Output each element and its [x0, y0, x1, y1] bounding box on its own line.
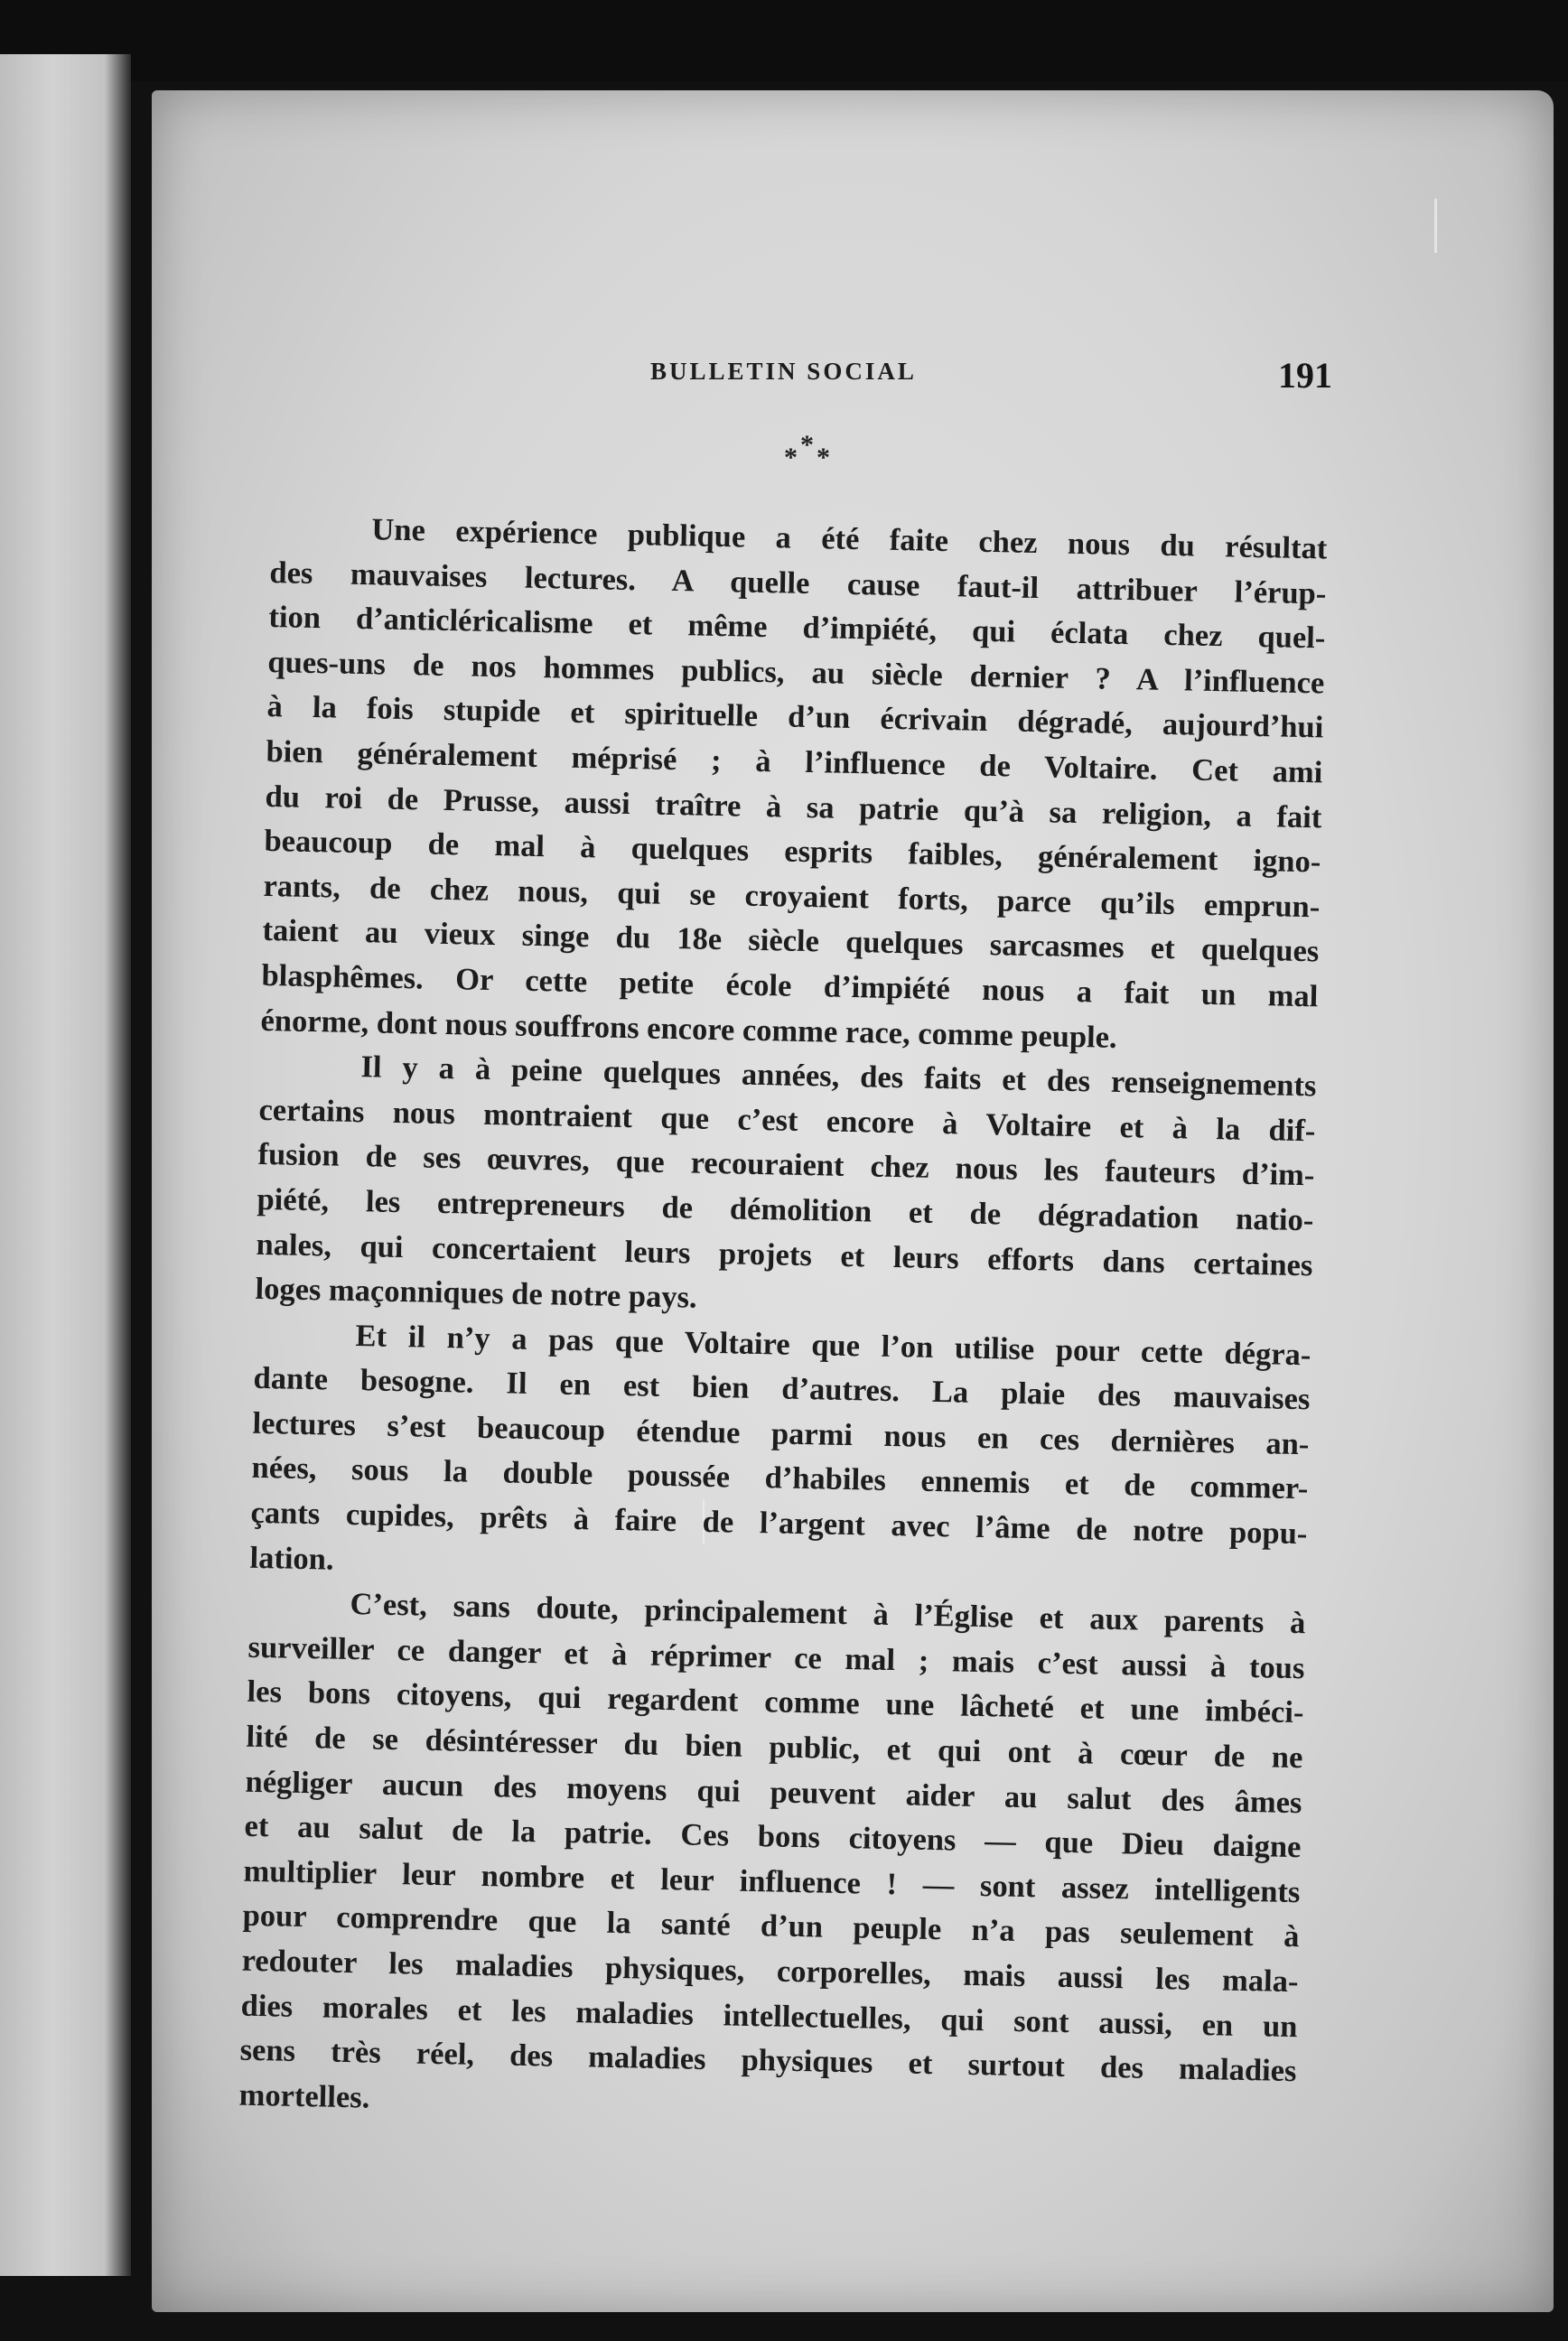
text-line: blasphêmes. Or cette petite école d’impiété nous a fait un mal: [261, 957, 1319, 1014]
text-line: dante besogne. Il en est bien d’autres. La plaie des mauvaises: [253, 1361, 1311, 1417]
text-line: dies morales et les maladies intellectuelles, qui sont aussi, en un: [240, 1988, 1298, 2044]
asterisk-glyph: *: [800, 430, 814, 460]
text-line: négliger aucun des moyens qui peuvent aider au salut des âmes: [245, 1764, 1302, 1820]
text-line: loges maçonniques de notre pays.: [255, 1271, 698, 1315]
running-head: BULLETIN SOCIAL: [650, 358, 917, 385]
text-line: taient au vieux singe du 18e siècle quelques sarcasmes et quelques: [262, 913, 1320, 969]
film-border: [0, 0, 1568, 81]
text-line: à la fois stupide et spirituelle d’un écrivain dégradé, aujourd’hui: [266, 689, 1324, 745]
text-line: redouter les maladies physiques, corporelles, mais aussi les mala-: [241, 1943, 1299, 2000]
text-line: Une expérience publique a été faite chez nous du résultat: [371, 512, 1328, 566]
text-line: des mauvaises lectures. A quelle cause faut-il attribuer l’érup-: [269, 555, 1327, 611]
text-line: piété, les entrepreneurs de démolition et de dégradation natio-: [257, 1181, 1314, 1238]
text-line: rants, de chez nous, qui se croyaient forts, parce qu’ils emprun-: [263, 868, 1321, 925]
text-line: ques-uns de nos hommes publics, au siècle dernier ? A l’influence: [267, 644, 1325, 701]
film-scratch: [1434, 199, 1437, 253]
asterism-separator: [784, 432, 838, 477]
text-line: surveiller ce danger et à réprimer ce mal ; mais c’est aussi à tous: [247, 1629, 1305, 1686]
text-line: bien généralement méprisé ; à l’influence de Voltaire. Cet ami: [266, 733, 1323, 790]
text-line: lité de se désintéresser du bien public, et qui ont à cœur de ne: [246, 1719, 1303, 1776]
text-line: fusion de ses œuvres, que recouraient chez nous les fauteurs d’im-: [257, 1137, 1315, 1193]
text-line: les bons citoyens, qui regardent comme une lâcheté et une imbéci-: [247, 1674, 1304, 1730]
text-line: çants cupides, prêts à faire de l’argent avec l’âme de notre popu-: [250, 1495, 1308, 1552]
text-line: multiplier leur nombre et leur influence ! — sont assez intelligents: [243, 1853, 1301, 1909]
text-line: lectures s’est beaucoup étendue parmi nous en ces dernières an-: [252, 1405, 1310, 1462]
text-line: certains nous montraient que c’est encore à Voltaire et à la dif-: [258, 1092, 1316, 1149]
text-line: nées, sous la double poussée d’habiles ennemis et de commer-: [251, 1450, 1309, 1506]
body-text: [238, 506, 1328, 2139]
text-line: Il y a à peine quelques années, des faits et des renseignements: [360, 1049, 1317, 1104]
text-line: nales, qui concertaient leurs projets et leurs efforts dans certaines: [256, 1226, 1313, 1282]
page-number: 191: [1278, 355, 1332, 396]
text-line: énorme, dont nous souffrons encore comme race, comme peuple.: [260, 1003, 1118, 1055]
text-line: lation.: [249, 1540, 334, 1577]
text-line: et au salut de la patrie. Ces bons citoyens — que Dieu daigne: [244, 1808, 1302, 1865]
text-line: pour comprendre que la santé d’un peuple n’a pas seulement à: [242, 1898, 1300, 1954]
text-line: du roi de Prusse, aussi traître à sa patrie qu’à sa religion, a fait: [265, 779, 1322, 835]
asterisk-glyph: *: [817, 443, 830, 472]
text-line: C’est, sans doute, principalement à l’Église et aux parents à: [350, 1587, 1306, 1641]
facing-page-edge: [0, 54, 131, 2276]
asterisk-glyph: *: [784, 443, 798, 472]
text-line: Et il n’y a pas que Voltaire que l’on utilise pour cette dégra-: [355, 1318, 1311, 1372]
text-line: beaucoup de mal à quelques esprits faibles, généralement igno-: [264, 824, 1321, 880]
text-line: sens très réel, des maladies physiques et surtout des maladies: [239, 2032, 1297, 2089]
text-line: tion d’anticléricalisme et même d’impiété, qui éclata chez quel-: [268, 600, 1326, 656]
text-line: mortelles.: [238, 2077, 370, 2115]
